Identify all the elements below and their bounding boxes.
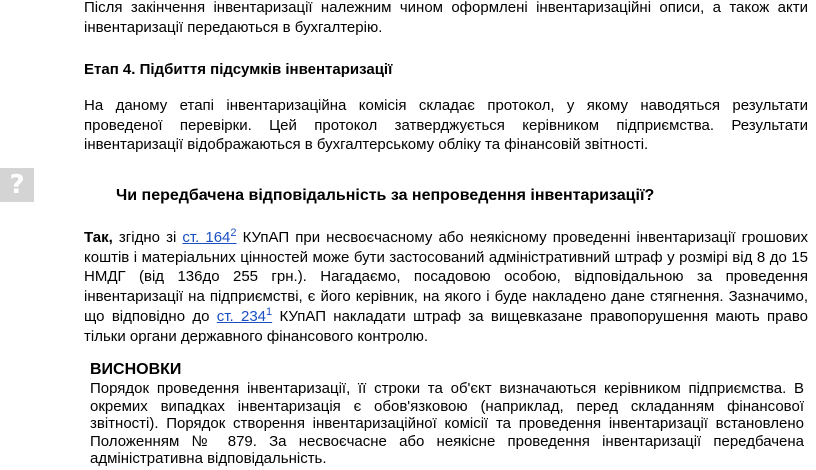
question-mark-icon: ? <box>0 168 34 202</box>
stage4-heading: Етап 4. Підбиття підсумків інвентаризації <box>84 61 393 78</box>
question-title: Чи передбачена відповідальність за непроведення інвентаризації? <box>116 187 655 204</box>
answer-paragraph <box>84 228 808 346</box>
answer-lead: Так, <box>84 229 113 246</box>
stage4-paragraph: На даному етапі інвентаризаційна комісія складає протокол, у якому наводяться результати проведеної перевірки. Цей протокол затверджується керівником підприємства. Результати інвентаризації відображаються в бухгалтерському обліку та фінансовій звітності. <box>84 97 808 153</box>
article-164-link[interactable] <box>182 229 236 246</box>
conclusions-title: ВИСНОВКИ <box>90 361 182 378</box>
answer-text-part1: згідно зі <box>112 229 183 246</box>
article-234-link[interactable] <box>216 305 273 325</box>
article-234-link-text: ст. 234 <box>216 307 267 325</box>
article-164-link-text: ст. 164 <box>182 229 231 246</box>
article-234-link-sup: 1 <box>266 305 273 318</box>
intro-paragraph: Після закінчення інвентаризації належним чином оформлені інвентаризаційні описи, а також акти інвентаризації передаються в бухгалтерію. <box>84 0 808 36</box>
answer-text-part2: КУпАП при несвоєчасному або неякісному проведенні інвентаризації грошових коштів і матеріальних цінностей може бути застосований адміністративний штраф у розмірі від 8 до 15 НМДГ (від 136до 255 грн.). Нагадаємо, посадовою особою, відповідальною за проведення інвентаризації на підприємстві, є його керівник, на якого і буде накладено дане стягнення. Зазначимо, що відповідно до <box>84 229 809 325</box>
conclusions-paragraph: Порядок проведення інвентаризації, її строки та об'єкт визначаються керівником підприємства. В окремих випадках інвентаризація є обов'язковою (наприклад, перед складанням фінансової звітності). Порядок створення інвентаризаційної комісії та проведення інвентаризації встановлено Положенням № 879. За несвоєчасне або неякісне проведення інвентаризації передбачена адміністративна відповідальність. <box>90 380 804 467</box>
article-164-link-sup: 2 <box>230 227 237 239</box>
answer-text-part3: КУпАП накладати штраф за вищевказане правопорушення мають право тільки органи державного фінансового контролю. <box>84 307 808 345</box>
